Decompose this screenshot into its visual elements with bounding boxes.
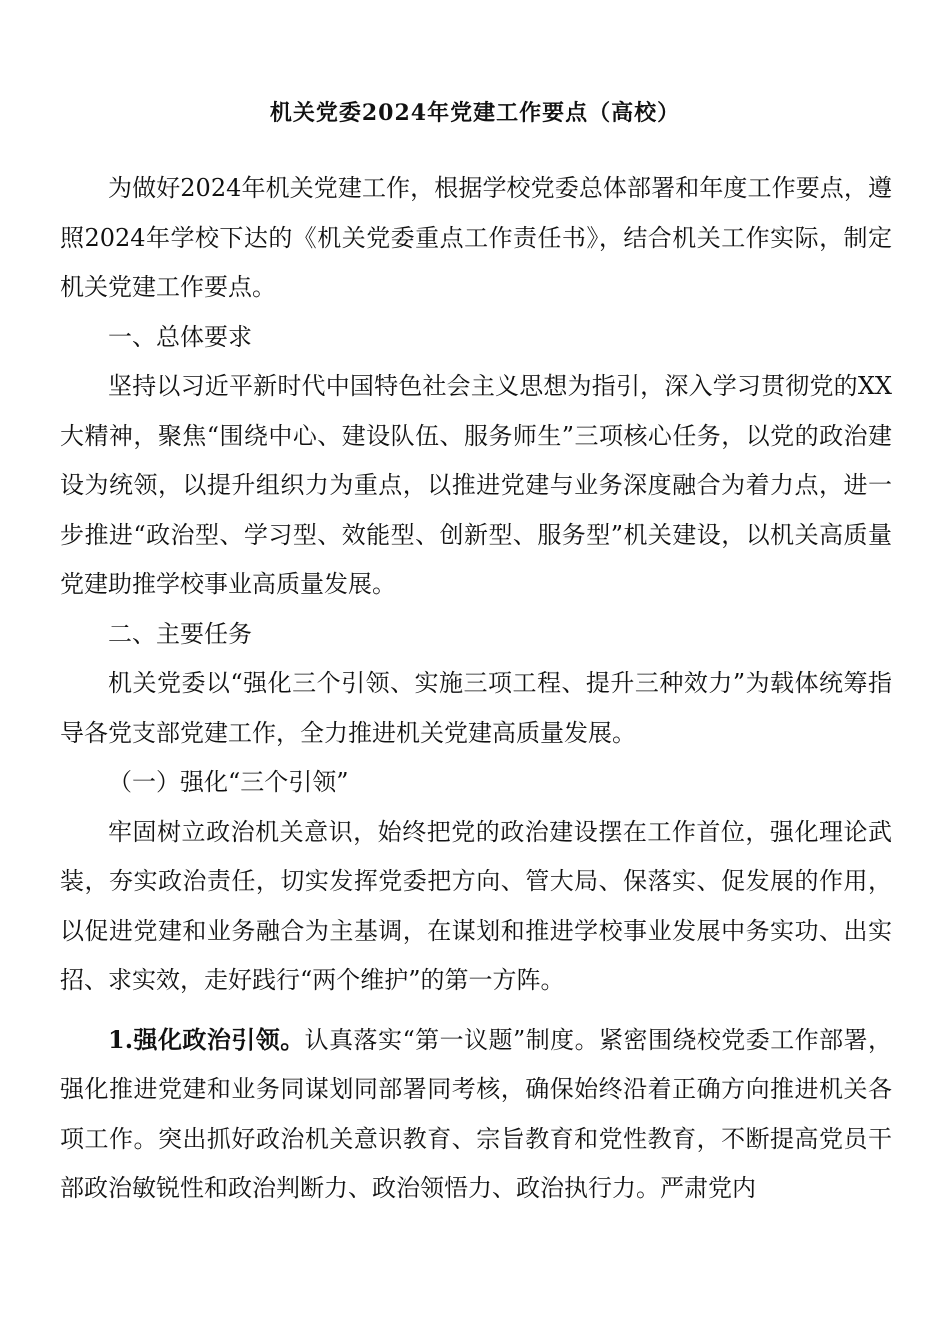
document-title: 机关党委2024年党建工作要点（高校） bbox=[269, 100, 681, 126]
main-tasks-paragraph: 机关党委以“强化三个引领、实施三项工程、提升三种效力”为载体统筹指导各党支部党建工作，全力推进机关党建高质量发展。 bbox=[60, 669, 892, 747]
section-heading-main-tasks: 二、主要任务 bbox=[108, 619, 252, 648]
intro-paragraph: 为做好2024年机关党建工作，根据学校党委总体部署和年度工作要点，遵照2024年学校下达的《机关党委重点工作责任书》，结合机关工作实际，制定机关党建工作要点。 bbox=[60, 174, 892, 301]
item-political-leadership-paragraph bbox=[60, 1015, 892, 1214]
general-requirements-paragraph: 坚持以习近平新时代中国特色社会主义思想为指引，深入学习贯彻党的XX大精神，聚焦“围绕中心、建设队伍、服务师生”三项核心任务，以党的政治建设为统领，以提升组织力为重点，以推进党建与业务深度融合为着力点，进一步推进“政治型、学习型、效能型、创新型、服务型”机关建设，以机关高质量党建助推学校事业高质量发展。 bbox=[60, 372, 892, 598]
three-leads-paragraph: 牢固树立政治机关意识，始终把党的政治建设摆在工作首位，强化理论武装，夯实政治责任，切实发挥党委把方向、管大局、保落实、促发展的作用，以促进党建和业务融合为主基调，在谋划和推进学校事业发展中务实功、出实招、求实效，走好践行“两个维护”的第一方阵。 bbox=[60, 817, 892, 994]
document-body bbox=[60, 164, 892, 1214]
item-political-leadership-body: 认真落实“第一议题”制度。紧密围绕校党委工作部署，强化推进党建和业务同谋划同部署同考核，确保始终沿着正确方向推进机关各项工作。突出抓好政治机关意识教育、宗旨教育和党性教育，不断提高党员干部政治敏锐性和政治判断力、政治领悟力、政治执行力。严肃党内 bbox=[60, 1025, 892, 1202]
section-heading-general-requirements: 一、总体要求 bbox=[108, 322, 252, 351]
subsection-heading-three-leads: （一）强化“三个引领” bbox=[108, 768, 349, 796]
item-political-leadership-lead: 1.强化政治引领。 bbox=[108, 1024, 305, 1054]
